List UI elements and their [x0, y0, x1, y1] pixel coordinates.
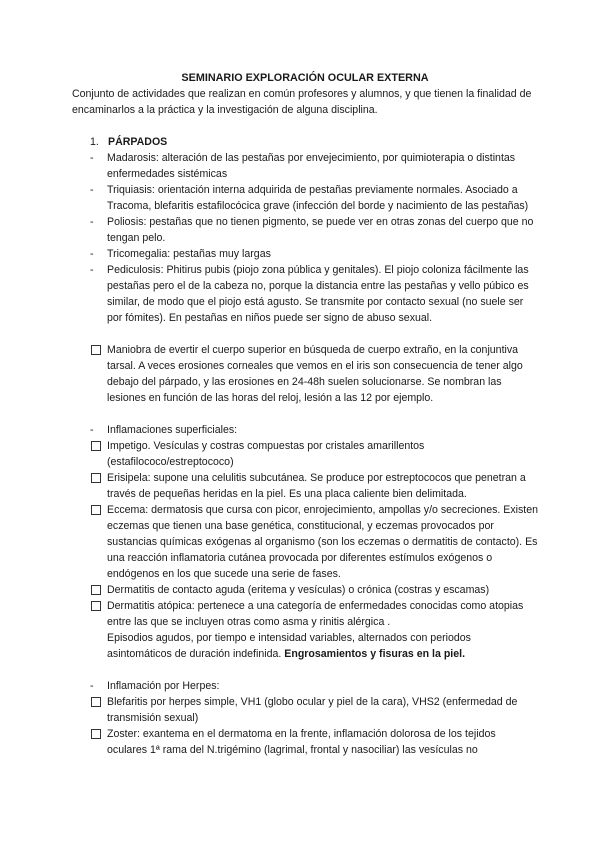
- checklist-text: Eccema: dermatosis que cursa con picor, enrojecimiento, ampollas y/o secreciones. Existen eczemas que tienen una base genética, constitucional, y eczemas provocados por sustancias químicas exógenas al organismo (son los eczemas o dermatitis de contacto). Es una reacción inflamatoria cutánea provocada por diferentes estímulos exógenos o endógenos en los que sucede una serie de fases.: [107, 504, 539, 580]
- checklist-text-extra: Episodios agudos, por tiempo e intensidad variables, alternados con periodos asintomáticos de duración indefinida.: [107, 632, 471, 660]
- checklist-text: Dermatitis de contacto aguda (eritema y vesículas) o crónica (costras y escamas): [107, 584, 490, 596]
- checkbox-icon[interactable]: [91, 585, 101, 595]
- section-number: 1.: [90, 136, 99, 148]
- checklist-emphasis: Engrosamientos y fisuras en la piel.: [284, 648, 466, 660]
- list-item: - Poliosis: pestañas que no tienen pigmento, se puede ver en otras zonas del cuerpo que no tengan pelo.: [72, 214, 538, 246]
- checkbox-icon[interactable]: [91, 441, 101, 451]
- checklist-text: Zoster: exantema en el dermatoma en la frente, inflamación dolorosa de los tejidos oculares 1ª rama del N.trigémino (lagrimal, frontal y nasociliar) las vesículas no: [107, 728, 496, 756]
- subsection-label: - Inflamación por Herpes:: [72, 678, 538, 694]
- checkbox-icon[interactable]: [91, 345, 101, 355]
- checklist-text: Blefaritis por herpes simple, VH1 (globo ocular y piel de la cara), VHS2 (enfermedad de transmisión sexual): [107, 696, 518, 724]
- list-item: - Triquiasis: orientación interna adquirida de pestañas previamente normales. Asociado a Tracoma, blefaritis estafilocócica grave (infección del borde y nacimiento de las pestañas): [72, 182, 538, 214]
- checkbox-icon[interactable]: [91, 505, 101, 515]
- eyelid-conditions-list: [72, 150, 538, 326]
- section-heading: [90, 134, 538, 150]
- checkbox-icon[interactable]: [91, 729, 101, 739]
- intro-paragraph: Conjunto de actividades que realizan en común profesores y alumnos, y que tienen la finalidad de encaminarlos a la práctica y la investigación de alguna disciplina.: [72, 88, 532, 116]
- checklist-text: Dermatitis atópica: pertenece a una categoría de enfermedades conocidas como atopias entre las que se incluyen otras como asma y rinitis alérgica .: [107, 600, 524, 628]
- checklist-item: [72, 598, 538, 662]
- checkbox-icon[interactable]: [91, 697, 101, 707]
- checklist-text: Impetigo. Vesículas y costras compuestas por cristales amarillentos (estafilococo/estreptococo): [107, 440, 425, 468]
- checklist-item: [72, 582, 538, 598]
- checklist-item: [72, 438, 538, 470]
- list-item: - Madarosis: alteración de las pestañas por envejecimiento, por quimioterapia o distintas enfermedades sistémicas: [72, 150, 538, 182]
- checkbox-icon[interactable]: [91, 601, 101, 611]
- list-item: - Tricomegalia: pestañas muy largas: [72, 246, 538, 262]
- checklist-text: Maniobra de evertir el cuerpo superior en búsqueda de cuerpo extraño, en la conjuntiva tarsal. A veces erosiones corneales que vemos en el iris son consecuencia de tener algo debajo del párpado, y las erosiones en 24-48h suelen solucionarse. Se nombran las lesiones en función de las horas del reloj, lesión a las 12 por ejemplo.: [107, 344, 523, 404]
- checklist-item: [72, 342, 538, 406]
- spacer: [72, 326, 538, 342]
- checklist-item: [72, 726, 538, 758]
- spacer: [72, 662, 538, 678]
- checklist-item: [72, 470, 538, 502]
- page-title: SEMINARIO EXPLORACIÓN OCULAR EXTERNA: [181, 72, 429, 84]
- checklist-item: [72, 502, 538, 582]
- section-title: PÁRPADOS: [108, 136, 168, 148]
- checklist-item: [72, 694, 538, 726]
- list-item: - Pediculosis: Phitirus pubis (piojo zona pública y genitales). El piojo coloniza fácilmente las pestañas pero el de la cabeza no, porque la distancia entre las pestañas y vello púbico es similar, de modo que el piojo está agusto. Se transmite por contacto sexual (no suele ser por fómites). En pestañas en niños puede ser signo de abuso sexual.: [72, 262, 538, 326]
- subsection-label: - Inflamaciones superficiales:: [72, 422, 538, 438]
- spacer: [72, 406, 538, 422]
- checklist-text: Erisipela: supone una celulitis subcutánea. Se produce por estreptococos que penetran a través de pequeñas heridas en la piel. Es una placa caliente bien delimitada.: [107, 472, 526, 500]
- checkbox-icon[interactable]: [91, 473, 101, 483]
